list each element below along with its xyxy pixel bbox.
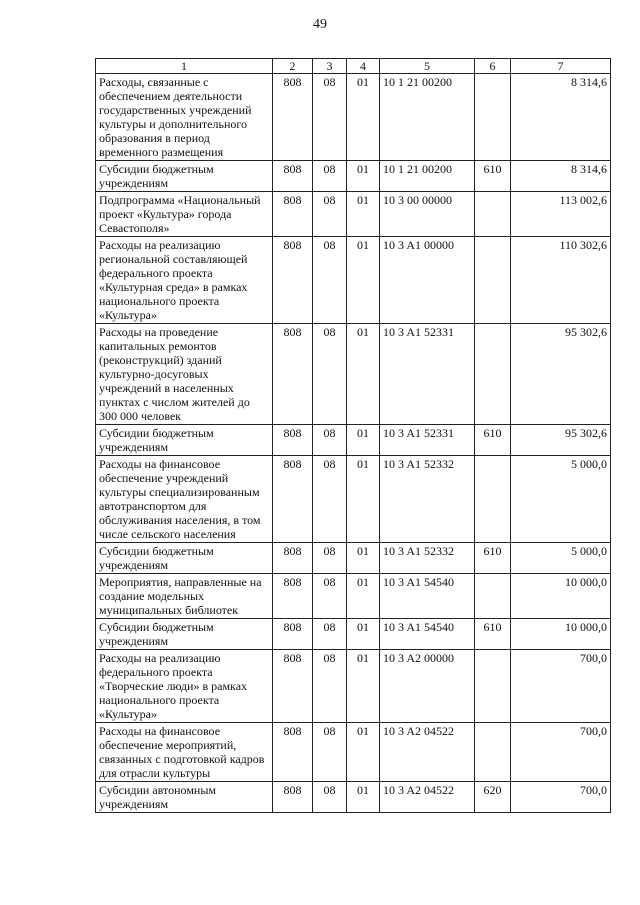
row-amount: 95 302,6 bbox=[511, 324, 611, 425]
table-row bbox=[96, 574, 611, 619]
header-col-5: 5 bbox=[380, 59, 475, 74]
row-section-code: 08 bbox=[313, 723, 347, 782]
table-row bbox=[96, 543, 611, 574]
table-body bbox=[96, 74, 611, 813]
row-subsection-code: 01 bbox=[347, 324, 380, 425]
row-description: Расходы, связанные с обеспечением деятельности государственных учреждений культуры и дополнительного образования в период временного размещения bbox=[96, 74, 273, 161]
header-col-6: 6 bbox=[475, 59, 511, 74]
row-expense-type: 610 bbox=[475, 543, 511, 574]
row-ministry-code: 808 bbox=[273, 161, 313, 192]
row-target-article: 10 3 A2 04522 bbox=[380, 723, 475, 782]
row-expense-type bbox=[475, 456, 511, 543]
row-subsection-code: 01 bbox=[347, 650, 380, 723]
row-amount: 8 314,6 bbox=[511, 74, 611, 161]
row-amount: 113 002,6 bbox=[511, 192, 611, 237]
row-description: Субсидии бюджетным учреждениям bbox=[96, 425, 273, 456]
row-description: Расходы на проведение капитальных ремонтов (реконструкций) зданий культурно-досуговых учреждений в населенных пунктах с числом жителей до 300 000 человек bbox=[96, 324, 273, 425]
header-col-7: 7 bbox=[511, 59, 611, 74]
row-expense-type bbox=[475, 723, 511, 782]
row-expense-type bbox=[475, 650, 511, 723]
row-target-article: 10 3 A1 52332 bbox=[380, 456, 475, 543]
row-expense-type: 620 bbox=[475, 782, 511, 813]
header-col-1: 1 bbox=[96, 59, 273, 74]
row-section-code: 08 bbox=[313, 782, 347, 813]
row-section-code: 08 bbox=[313, 425, 347, 456]
row-expense-type bbox=[475, 574, 511, 619]
row-subsection-code: 01 bbox=[347, 425, 380, 456]
row-section-code: 08 bbox=[313, 74, 347, 161]
budget-table bbox=[95, 58, 611, 813]
row-amount: 700,0 bbox=[511, 782, 611, 813]
row-section-code: 08 bbox=[313, 237, 347, 324]
row-description: Расходы на реализацию федерального проекта «Творческие люди» в рамках национального проекта «Культура» bbox=[96, 650, 273, 723]
row-subsection-code: 01 bbox=[347, 74, 380, 161]
row-amount: 5 000,0 bbox=[511, 543, 611, 574]
row-ministry-code: 808 bbox=[273, 192, 313, 237]
row-expense-type bbox=[475, 74, 511, 161]
row-ministry-code: 808 bbox=[273, 619, 313, 650]
row-expense-type: 610 bbox=[475, 161, 511, 192]
row-target-article: 10 1 21 00200 bbox=[380, 161, 475, 192]
table-row bbox=[96, 425, 611, 456]
row-ministry-code: 808 bbox=[273, 650, 313, 723]
row-target-article: 10 3 A1 52332 bbox=[380, 543, 475, 574]
row-section-code: 08 bbox=[313, 161, 347, 192]
header-row bbox=[96, 59, 611, 74]
row-description: Расходы на реализацию региональной составляющей федерального проекта «Культурная среда» в рамках национального проекта «Культура» bbox=[96, 237, 273, 324]
row-expense-type: 610 bbox=[475, 619, 511, 650]
row-subsection-code: 01 bbox=[347, 723, 380, 782]
row-subsection-code: 01 bbox=[347, 574, 380, 619]
header-col-4: 4 bbox=[347, 59, 380, 74]
row-target-article: 10 3 A1 52331 bbox=[380, 425, 475, 456]
row-target-article: 10 3 A1 52331 bbox=[380, 324, 475, 425]
row-description: Подпрограмма «Национальный проект «Культура» города Севастополя» bbox=[96, 192, 273, 237]
row-description: Субсидии бюджетным учреждениям bbox=[96, 619, 273, 650]
row-section-code: 08 bbox=[313, 543, 347, 574]
row-amount: 10 000,0 bbox=[511, 619, 611, 650]
table-row bbox=[96, 324, 611, 425]
row-amount: 700,0 bbox=[511, 723, 611, 782]
table-row bbox=[96, 619, 611, 650]
row-section-code: 08 bbox=[313, 192, 347, 237]
row-section-code: 08 bbox=[313, 456, 347, 543]
row-subsection-code: 01 bbox=[347, 782, 380, 813]
table-row bbox=[96, 161, 611, 192]
table-row bbox=[96, 192, 611, 237]
row-amount: 95 302,6 bbox=[511, 425, 611, 456]
row-description: Расходы на финансовое обеспечение учреждений культуры специализированным автотранспортом для обслуживания населения, в том числе сельского населения bbox=[96, 456, 273, 543]
row-ministry-code: 808 bbox=[273, 74, 313, 161]
header-col-2: 2 bbox=[273, 59, 313, 74]
row-expense-type bbox=[475, 237, 511, 324]
row-amount: 700,0 bbox=[511, 650, 611, 723]
table-row bbox=[96, 456, 611, 543]
row-target-article: 10 3 A1 54540 bbox=[380, 574, 475, 619]
table-row bbox=[96, 237, 611, 324]
row-target-article: 10 3 A1 54540 bbox=[380, 619, 475, 650]
row-subsection-code: 01 bbox=[347, 192, 380, 237]
table-row bbox=[96, 723, 611, 782]
row-ministry-code: 808 bbox=[273, 723, 313, 782]
row-section-code: 08 bbox=[313, 574, 347, 619]
row-ministry-code: 808 bbox=[273, 782, 313, 813]
table-row bbox=[96, 782, 611, 813]
page-number: 49 bbox=[313, 17, 327, 32]
header-col-3: 3 bbox=[313, 59, 347, 74]
row-target-article: 10 3 A1 00000 bbox=[380, 237, 475, 324]
row-section-code: 08 bbox=[313, 324, 347, 425]
row-ministry-code: 808 bbox=[273, 574, 313, 619]
table-row bbox=[96, 74, 611, 161]
row-target-article: 10 3 00 00000 bbox=[380, 192, 475, 237]
row-description: Субсидии бюджетным учреждениям bbox=[96, 543, 273, 574]
row-expense-type: 610 bbox=[475, 425, 511, 456]
table-header bbox=[96, 59, 611, 74]
row-amount: 8 314,6 bbox=[511, 161, 611, 192]
row-target-article: 10 3 A2 00000 bbox=[380, 650, 475, 723]
row-amount: 110 302,6 bbox=[511, 237, 611, 324]
table-row bbox=[96, 650, 611, 723]
row-description: Субсидии автономным учреждениям bbox=[96, 782, 273, 813]
row-subsection-code: 01 bbox=[347, 237, 380, 324]
row-ministry-code: 808 bbox=[273, 237, 313, 324]
row-subsection-code: 01 bbox=[347, 161, 380, 192]
row-ministry-code: 808 bbox=[273, 324, 313, 425]
row-section-code: 08 bbox=[313, 619, 347, 650]
row-subsection-code: 01 bbox=[347, 543, 380, 574]
row-ministry-code: 808 bbox=[273, 543, 313, 574]
row-subsection-code: 01 bbox=[347, 456, 380, 543]
row-description: Субсидии бюджетным учреждениям bbox=[96, 161, 273, 192]
row-target-article: 10 3 A2 04522 bbox=[380, 782, 475, 813]
row-expense-type bbox=[475, 192, 511, 237]
row-section-code: 08 bbox=[313, 650, 347, 723]
row-amount: 5 000,0 bbox=[511, 456, 611, 543]
row-ministry-code: 808 bbox=[273, 425, 313, 456]
row-description: Мероприятия, направленные на создание модельных муниципальных библиотек bbox=[96, 574, 273, 619]
row-ministry-code: 808 bbox=[273, 456, 313, 543]
row-subsection-code: 01 bbox=[347, 619, 380, 650]
row-description: Расходы на финансовое обеспечение мероприятий, связанных с подготовкой кадров для отрасли культуры bbox=[96, 723, 273, 782]
row-amount: 10 000,0 bbox=[511, 574, 611, 619]
row-expense-type bbox=[475, 324, 511, 425]
row-target-article: 10 1 21 00200 bbox=[380, 74, 475, 161]
